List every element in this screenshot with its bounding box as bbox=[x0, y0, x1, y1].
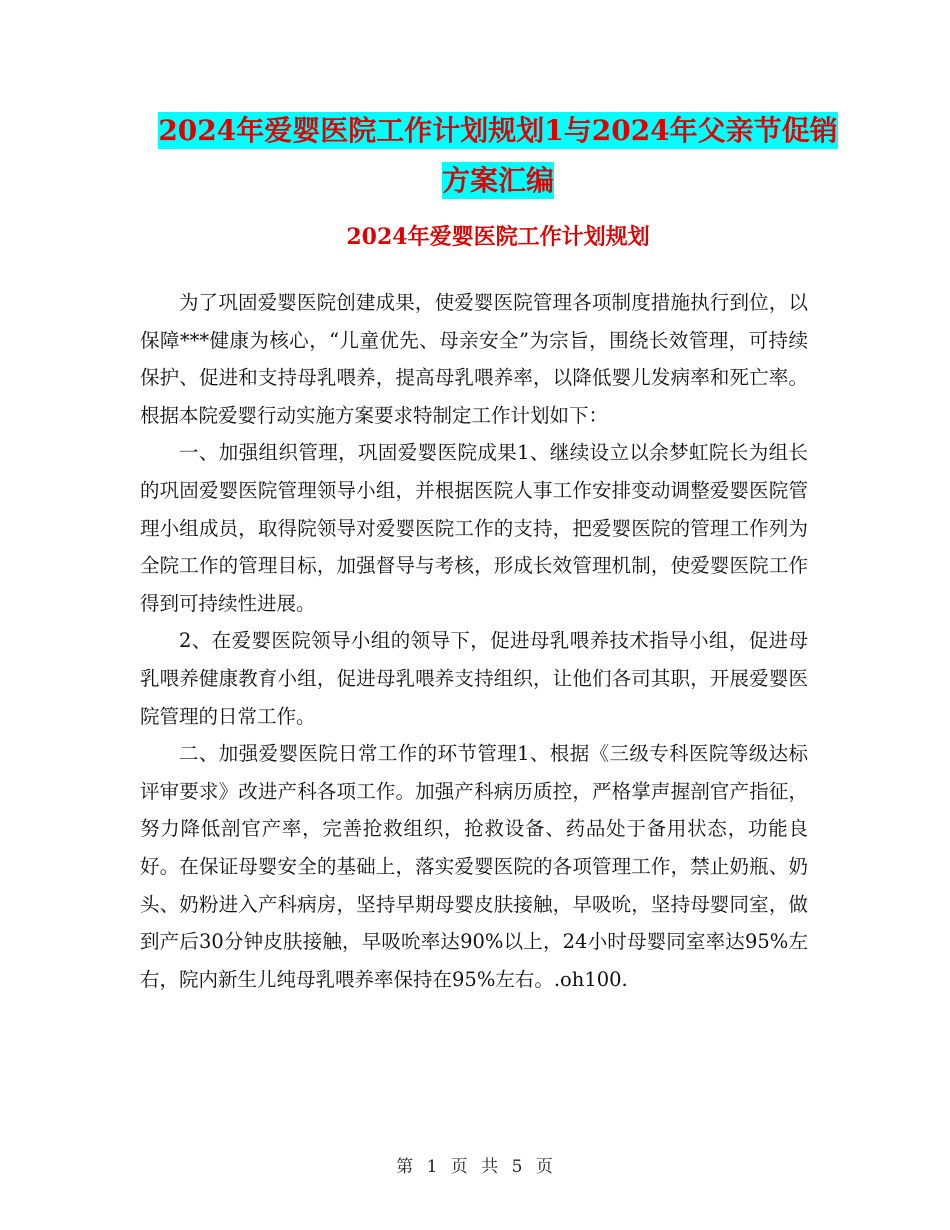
main-title-line-1: 2024年爱婴医院工作计划规划1与2024年父亲节促销 bbox=[158, 114, 838, 147]
paragraph-daily-management: 二、加强爱婴医院日常工作的环节管理1、根据《三级专科医院等级达标评审要求》改进产科各项工作。加强产科病历质控，严格掌声握剖官产指征，努力降低剖官产率，完善抢救组织，抢救设备、药品处于备用状态，功能良好。在保证母婴安全的基础上，落实爱婴医院的各项管理工作，禁止奶瓶、奶头、奶粉进入产科病房，坚持早期母婴皮肤接触，早吸吮，坚持母婴同室，做到产后30分钟皮肤接触，早吸吮率达90%以上，24小时母婴同室率达95%左右，院内新生儿纯母乳喂养率保持在95%左右。.oh100. bbox=[140, 742, 808, 991]
section-title: 2024年爱婴医院工作计划规划 bbox=[346, 224, 650, 250]
main-title-line-2: 方案汇编 bbox=[441, 164, 554, 197]
paragraph-organization: 一、加强组织管理，巩固爱婴医院成果1、继续设立以余梦虹院长为组长的巩固爱婴医院管理领导小组，并根据医院人事工作安排变动调整爱婴医院管理小组成员，取得院领导对爱婴医院工作的支持，把爱婴医院的管理工作列为全院工作的管理目标，加强督导与考核，形成长效管理机制，使爱婴医院工作得到可持续性进展。 bbox=[140, 441, 808, 615]
paragraph-leadership: 2、在爱婴医院领导小组的领导下，促进母乳喂养技术指导小组，促进母乳喂养健康教育小组，促进母乳喂养支持组织，让他们各司其职，开展爱婴医院管理的日常工作。 bbox=[140, 629, 808, 728]
page-footer: 第 1 页 共 5 页 bbox=[396, 1157, 554, 1177]
paragraph-intro: 为了巩固爱婴医院创建成果，使爱婴医院管理各项制度措施执行到位，以保障***健康为核心，“儿童优先、母亲安全”为宗旨，围绕长效管理，可持续保护、促进和支持母乳喂养，提高母乳喂养率，以降低婴儿发病率和死亡率。根据本院爱婴行动实施方案要求特制定工作计划如下： bbox=[140, 291, 808, 427]
main-title bbox=[140, 106, 856, 206]
body-text bbox=[140, 284, 808, 998]
